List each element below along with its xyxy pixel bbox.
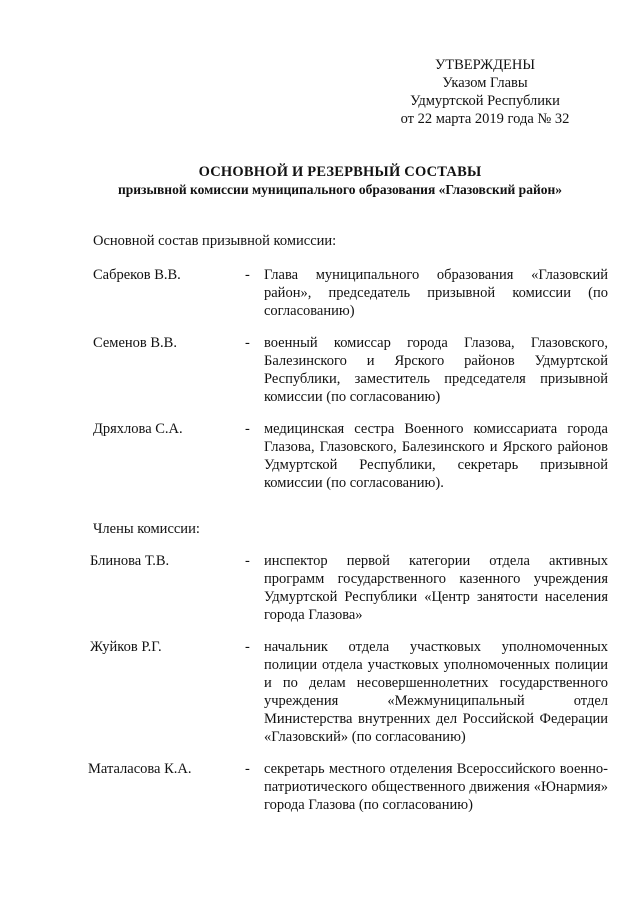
- member-role: начальник отдела участковых уполномоченных полиции отдела участковых уполномоченных полиции и по делам несовершеннолетних государственного учреждения «Межмуниципальный отдел Министерства внутренних дел Российской Федерации «Глазовский» (по согласованию): [264, 639, 608, 745]
- member-name: Дряхлова С.А.: [93, 421, 183, 437]
- member-name: Сабреков В.В.: [93, 267, 181, 283]
- member-dash: -: [245, 553, 250, 569]
- member-name: Блинова Т.В.: [90, 553, 170, 569]
- member-role: медицинская сестра Военного комиссариата города Глазова, Глазовского, Балезинского и Ярского районов Удмуртской Республики, секретарь призывной комиссии (по согласованию).: [264, 421, 608, 491]
- approval-line-date: от 22 марта 2019 года № 32: [400, 111, 570, 127]
- member-dash: -: [245, 639, 250, 655]
- document-subtitle: призывной комиссии муниципального образования «Глазовский район»: [117, 182, 563, 197]
- member-role: военный комиссар города Глазова, Глазовского, Балезинского и Ярского районов Удмуртской Республики, заместитель председателя призывной комиссии (по согласованию): [264, 335, 608, 405]
- member-role: инспектор первой категории отдела активных программ государственного казенного учреждения Удмуртской Республики «Центр занятости населения города Глазова»: [264, 553, 608, 623]
- member-name: Жуйков Р.Г.: [90, 639, 162, 655]
- members-section-heading: Члены комиссии:: [93, 521, 200, 537]
- member-dash: -: [245, 421, 250, 437]
- member-name: Семенов В.В.: [93, 335, 177, 351]
- member-dash: -: [245, 335, 250, 351]
- member-role: секретарь местного отделения Всероссийского военно-патриотического общественного движения «Юнармия» города Глазова (по согласованию): [264, 761, 608, 813]
- member-dash: -: [245, 267, 250, 283]
- approval-stamp: [385, 56, 585, 128]
- member-role: Глава муниципального образования «Глазовский район», председатель призывной комиссии (по согласованию): [264, 267, 608, 319]
- approval-line-decree: Указом Главы: [442, 75, 528, 91]
- approval-line-approved: УТВЕРЖДЕНЫ: [434, 57, 536, 73]
- main-section-heading: Основной состав призывной комиссии:: [93, 233, 337, 249]
- member-name: Маталасова К.А.: [88, 761, 192, 777]
- approval-line-republic: Удмуртской Республики: [410, 93, 560, 109]
- member-dash: -: [245, 761, 250, 777]
- document-title: ОСНОВНОЙ И РЕЗЕРВНЫЙ СОСТАВЫ: [198, 164, 482, 180]
